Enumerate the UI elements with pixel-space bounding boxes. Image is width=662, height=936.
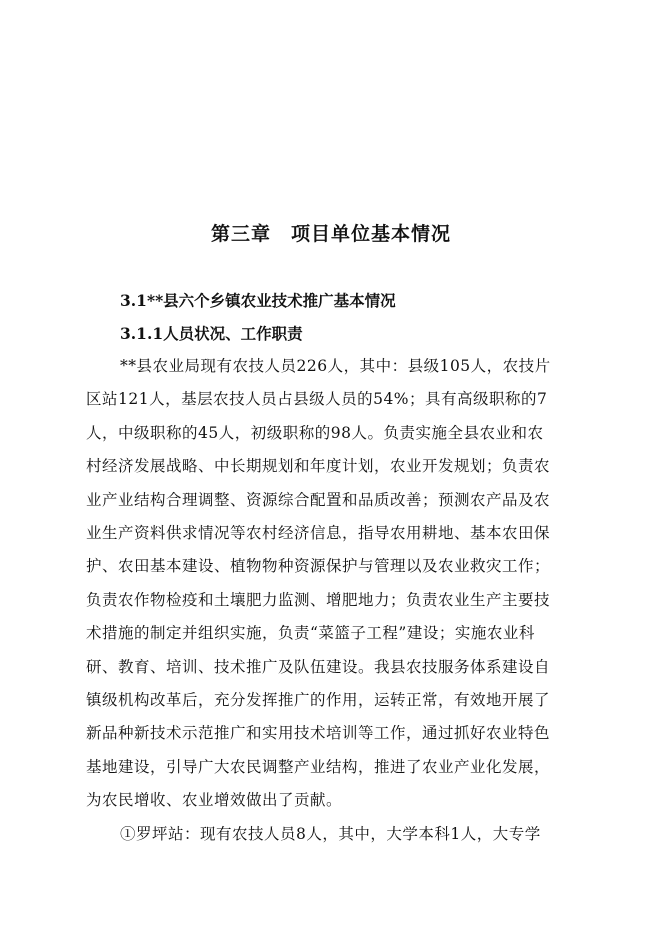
section-heading: 3.1**县六个乡镇农业技术推广基本情况 xyxy=(120,291,396,310)
paragraph-line: 人，中级职称的45人，初级职称的98人。负责实施全县农业和农 xyxy=(86,423,544,442)
paragraph-line: 镇级机构改革后，充分发挥推广的作用，运转正常，有效地开展了 xyxy=(86,690,551,709)
paragraph-luoping-station xyxy=(86,818,578,851)
paragraph-line: 为农民增收、农业增效做出了贡献。 xyxy=(86,791,343,810)
paragraph-line: 新品种新技术示范推广和实用技术培训等工作，通过抓好农业特色 xyxy=(86,724,551,743)
paragraph-line: 区站121人，基层农技人员占县级人员的54%；具有高级职称的7 xyxy=(86,390,548,409)
paragraph-line: 术措施的制定并组织实施，负责“菜篮子工程”建设；实施农业科 xyxy=(86,624,535,643)
paragraph-line: ①罗坪站：现有农技人员8人，其中，大学本科1人，大专学 xyxy=(120,825,541,843)
chapter-title: 第三章 项目单位基本情况 xyxy=(210,223,451,245)
paragraph-line: 业生产资料供求情况等农村经济信息，指导农用耕地、基本农田保 xyxy=(86,523,551,542)
paragraph-line: **县农业局现有农技人员226人，其中：县级105人，农技片 xyxy=(120,357,551,375)
subsection-heading: 3.1.1人员状况、工作职责 xyxy=(120,324,303,343)
paragraph-line: 护、农田基本建设、植物物种资源保护与管理以及农业救灾工作； xyxy=(86,557,551,576)
paragraph-line: 村经济发展战略、中长期规划和年度计划，农业开发规划；负责农 xyxy=(86,457,551,476)
paragraph-line: 业产业结构合理调整、资源综合配置和品质改善；预测农产品及农 xyxy=(86,490,551,509)
paragraph-line: 基地建设，引导广大农民调整产业结构，推进了农业产业化发展， xyxy=(86,757,551,776)
paragraph-line: 负责农作物检疫和土壤肥力监测、增肥地力；负责农业生产主要技 xyxy=(86,590,551,609)
paragraph-line: 研、教育、培训、技术推广及队伍建设。我县农技服务体系建设自 xyxy=(86,657,551,676)
paragraph-staffing-duties xyxy=(86,350,578,817)
